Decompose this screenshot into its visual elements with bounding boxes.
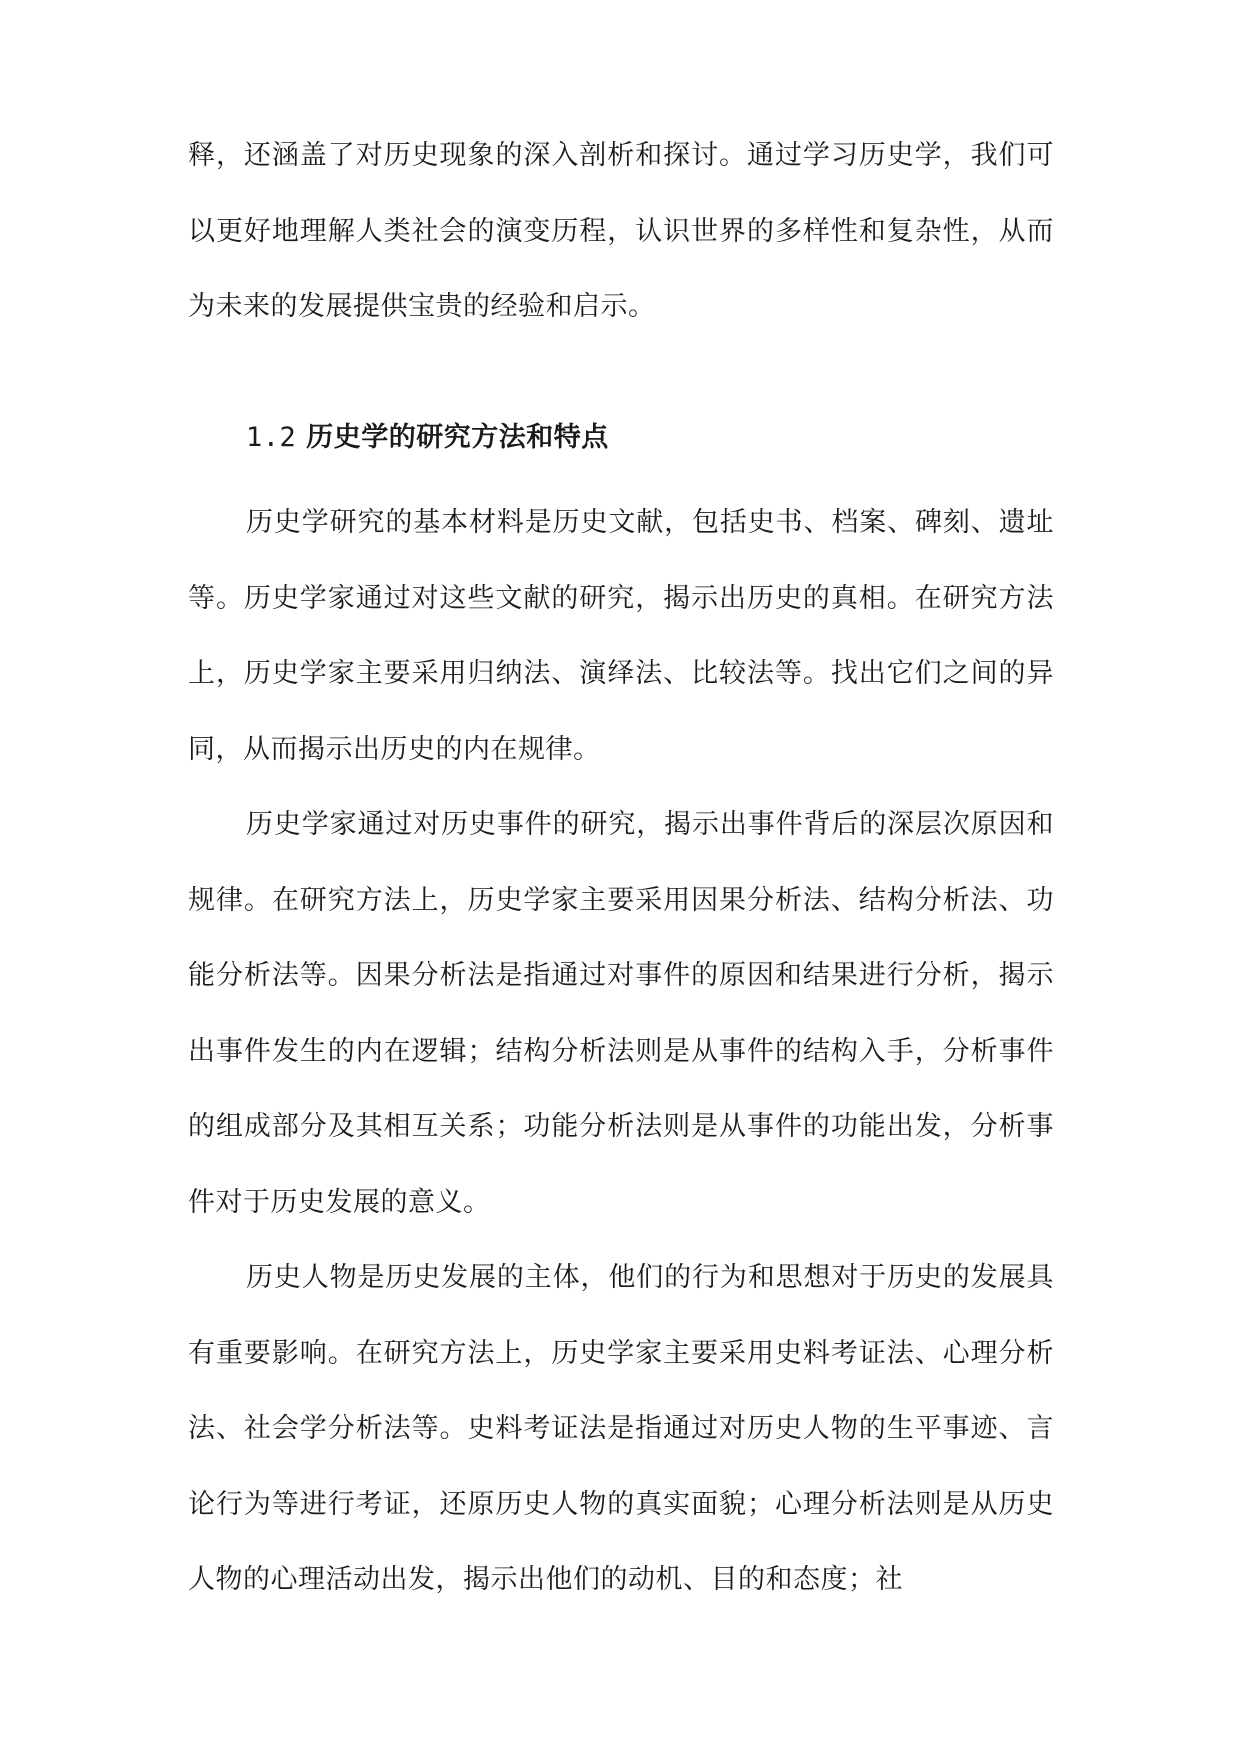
- section-heading: [246, 400, 609, 476]
- paragraph-sources: 历史学研究的基本材料是历史文献，包括史书、档案、碑刻、遗址等。历史学家通过对这些文献的研究，揭示出历史的真相。在研究方法上，历史学家主要采用归纳法、演绎法、比较法等。找出它们之间的异同，从而揭示出历史的内在规律。: [188, 507, 1054, 765]
- section-number: 1.2: [246, 422, 297, 453]
- section-title: 历史学的研究方法和特点: [306, 422, 609, 453]
- paragraph-figures: 历史人物是历史发展的主体，他们的行为和思想对于历史的发展具有重要影响。在研究方法上，历史学家主要采用史料考证法、心理分析法、社会学分析法等。史料考证法是指通过对历史人物的生平事迹、言论行为等进行考证，还原历史人物的真实面貌；心理分析法则是从历史人物的心理活动出发，揭示出他们的动机、目的和态度；社: [188, 1262, 1054, 1595]
- paragraph-events: 历史学家通过对历史事件的研究，揭示出事件背后的深层次原因和规律。在研究方法上，历史学家主要采用因果分析法、结构分析法、功能分析法等。因果分析法是指通过对事件的原因和结果进行分析，揭示出事件发生的内在逻辑；结构分析法则是从事件的结构入手，分析事件的组成部分及其相互关系；功能分析法则是从事件的功能出发，分析事件对于历史发展的意义。: [188, 809, 1054, 1218]
- paragraph-intro: 释，还涵盖了对历史现象的深入剖析和探讨。通过学习历史学，我们可以更好地理解人类社会的演变历程，认识世界的多样性和复杂性，从而为未来的发展提供宝贵的经验和启示。: [188, 140, 1054, 322]
